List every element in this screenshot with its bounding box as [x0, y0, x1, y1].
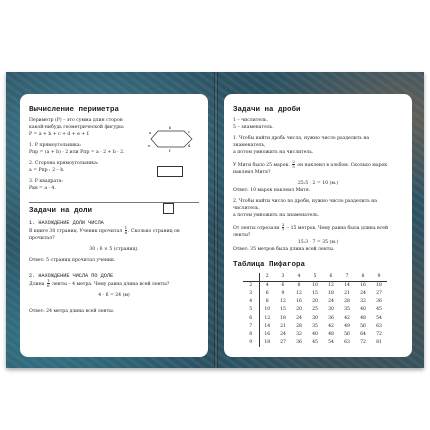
- left-page: [20, 94, 208, 357]
- pythagoras-cell: 32: [296, 331, 302, 337]
- pythagoras-cell: 45: [312, 340, 318, 346]
- pythagoras-cell: 25: [312, 307, 318, 313]
- pythagoras-cell: 40: [360, 307, 366, 313]
- pythagoras-cell: 72: [376, 331, 382, 337]
- pythagoras-cell: 27: [376, 290, 382, 296]
- fractions-q1-fraction: [292, 160, 295, 169]
- fractions-q1-text-b: он наклеил в альбом. Сколько марок: [297, 163, 388, 168]
- pythagoras-cell: 42: [328, 323, 334, 329]
- pythagoras-cell: 8: [243, 330, 259, 338]
- pythagoras-cell: 16: [264, 331, 271, 337]
- fractions-q1-line-2: а потом умножить на числитель.: [233, 150, 314, 155]
- pythagoras-cell: 18: [280, 315, 286, 321]
- perimeter-title: Вычисление периметра: [29, 106, 120, 114]
- svg-text:d: d: [188, 144, 191, 148]
- shares-s1-answer: Ответ: 5 страниц прочитал ученик.: [29, 258, 116, 263]
- pythagoras-cell: 48: [360, 315, 366, 321]
- pythagoras-cell: 4: [265, 283, 269, 289]
- pythagoras-cell: 12: [296, 290, 302, 296]
- pythagoras-row: [243, 281, 387, 289]
- fraction-denominator: 6: [46, 283, 50, 288]
- pythagoras-title: Таблица Пифагора: [233, 261, 306, 269]
- perimeter-formula: P = a + b + c + d + e + f.: [29, 132, 90, 137]
- shares-s1-text-b: . Сколько страниц он прочитал?: [29, 229, 180, 241]
- pythagoras-cell: 8: [265, 299, 269, 305]
- shares-s2-answer: Ответ: 24 метра длина всей ленты.: [29, 309, 115, 314]
- pythagoras-cell: 8: [297, 283, 301, 289]
- pythagoras-cell: 6: [265, 290, 269, 296]
- fraction-denominator: 5: [292, 164, 295, 169]
- fraction-denominator: 6: [124, 230, 128, 235]
- svg-text:e: e: [148, 144, 151, 148]
- pythagoras-cell: 5: [243, 306, 259, 314]
- pythagoras-cell: 14: [264, 323, 271, 329]
- pythagoras-row: [243, 330, 387, 338]
- pythagoras-cell: 21: [344, 290, 350, 296]
- shares-s1-text-a: В книге 30 страниц. Ученик прочитал: [29, 229, 123, 234]
- pythagoras-header-cell: 2: [259, 273, 275, 281]
- pythagoras-cell: 21: [280, 323, 286, 329]
- pythagoras-cell: 36: [376, 299, 382, 305]
- pythagoras-row: [243, 298, 387, 306]
- pythagoras-cell: 18: [264, 340, 271, 346]
- pythagoras-header-row: [243, 273, 387, 281]
- shares-s2-text-b: ленты – 4 метра. Чему равна длина всей ленты?: [52, 282, 170, 287]
- pythagoras-cell: 12: [264, 315, 271, 321]
- pythagoras-header-cell: [243, 273, 259, 281]
- perimeter-item-3: 3. P квадрата:: [29, 179, 63, 184]
- shares-s2-title: 2. НАХОЖДЕНИЕ ЧИСЛА ПО ДОЛЕ: [29, 273, 114, 279]
- fractions-q2-calc: 15:3 · 7 = 35 (м.): [297, 240, 339, 245]
- pythagoras-header-cell: 8: [355, 273, 371, 281]
- pythagoras-cell: 28: [296, 323, 302, 329]
- pythagoras-cell: 6: [281, 283, 285, 289]
- fractions-q2-text-a: От ленты отрезали: [233, 226, 280, 231]
- fractions-q2-answer: Ответ: 35 метров была длина всей ленты.: [233, 247, 335, 252]
- svg-text:a: a: [149, 131, 152, 135]
- pythagoras-cell: 24: [360, 290, 366, 296]
- fractions-q2-line-2: а потом умножить на знаменатель.: [233, 213, 320, 218]
- pythagoras-cell: 28: [344, 299, 350, 305]
- pythagoras-row: [243, 306, 387, 314]
- fractions-q1-line-3: [233, 160, 403, 169]
- pythagoras-cell: 9: [243, 339, 259, 347]
- svg-text:c: c: [188, 130, 190, 134]
- perimeter-item-1-formula: Pпр = (a + b) · 2 или Pпр = a · 2 + b · 2.: [29, 150, 125, 155]
- perimeter-item-2: 2. Сторона прямоугольника:: [29, 161, 99, 166]
- pythagoras-header-cell: 3: [275, 273, 291, 281]
- shares-s2-text-a: Длина: [29, 282, 45, 287]
- pythagoras-cell: 63: [344, 340, 350, 346]
- pythagoras-cell: 32: [360, 299, 366, 305]
- pythagoras-cell: 40: [312, 331, 318, 337]
- pythagoras-cell: 81: [376, 340, 382, 346]
- pythagoras-cell: 18: [328, 290, 334, 296]
- fraction-denominator: 7: [281, 227, 285, 232]
- fractions-denominator-label: 5 – знаменатель.: [233, 125, 274, 130]
- pythagoras-table: [243, 273, 387, 347]
- fractions-q1-line-4: наклеил Митя?: [233, 170, 271, 175]
- shares-s1-text: [29, 226, 199, 242]
- pythagoras-cell: 56: [360, 323, 366, 329]
- pythagoras-cell: 35: [312, 323, 318, 329]
- pythagoras-cell: 24: [296, 315, 302, 321]
- fractions-numerator-label: 1 – числитель.: [233, 118, 268, 123]
- pythagoras-cell: 49: [344, 323, 350, 329]
- square-figure: [163, 203, 174, 214]
- pythagoras-cell: 24: [328, 299, 334, 305]
- perimeter-text-1: Периметр (P) – это сумма длин сторон: [29, 118, 123, 123]
- pythagoras-cell: 9: [281, 290, 285, 296]
- pythagoras-cell: 6: [243, 314, 259, 322]
- pythagoras-cell: 42: [344, 315, 350, 321]
- fractions-q2-text-b: – 15 метров. Чему равна была длина всей ленты?: [233, 226, 389, 238]
- fraction-numerator: 3: [281, 222, 285, 227]
- fraction-numerator: 1: [124, 225, 128, 230]
- pythagoras-cell: 72: [360, 340, 366, 346]
- fractions-q2-line-3: [233, 223, 403, 239]
- pythagoras-cell: 54: [376, 315, 382, 321]
- pythagoras-cell: 36: [296, 340, 302, 346]
- fraction-numerator: 1: [46, 278, 50, 283]
- shares-s2-text: [29, 279, 199, 288]
- pythagoras-cell: 48: [328, 331, 334, 337]
- shares-s2-fraction: [47, 279, 50, 288]
- pythagoras-cell: 24: [280, 331, 286, 337]
- perimeter-item-1: 1. P прямоугольника:: [29, 143, 82, 148]
- book-cover: [6, 72, 424, 368]
- hexagon-figure: [148, 124, 196, 154]
- pythagoras-cell: 27: [280, 340, 286, 346]
- right-page: [224, 94, 412, 357]
- pythagoras-cell: 16: [360, 283, 366, 289]
- pythagoras-cell: 30: [312, 315, 318, 321]
- pythagoras-cell: 45: [376, 307, 382, 313]
- svg-text:f: f: [169, 149, 171, 153]
- pythagoras-header-cell: 5: [307, 273, 323, 281]
- fractions-q2-line-1: 2. Чтобы найти число по дроби, нужно число разделить на числитель,: [233, 199, 378, 211]
- fractions-q2-fraction: [282, 223, 285, 232]
- pythagoras-cell: 10: [264, 307, 271, 313]
- shares-s1-fraction: [125, 226, 128, 235]
- pythagoras-cell: 64: [360, 331, 366, 337]
- pythagoras-cell: 35: [344, 307, 350, 313]
- pythagoras-cell: 14: [344, 283, 350, 289]
- shares-s1-title: 1. НАХОЖДЕНИЕ ДОЛИ ЧИСЛА: [29, 220, 104, 226]
- svg-text:b: b: [169, 126, 172, 130]
- fractions-q1-text-a: У Мити было 25 марок.: [233, 163, 290, 168]
- pythagoras-cell: 3: [243, 289, 259, 297]
- pythagoras-cell: 18: [376, 283, 382, 289]
- book-spine: [214, 72, 218, 368]
- fraction-numerator: 2: [292, 159, 295, 164]
- pythagoras-header-cell: 7: [339, 273, 355, 281]
- shares-title: Задачи на доли: [29, 207, 93, 215]
- pythagoras-cell: 12: [328, 283, 334, 289]
- pythagoras-cell: 16: [296, 299, 302, 305]
- pythagoras-cell: 4: [243, 298, 259, 306]
- pythagoras-cell: 56: [344, 331, 350, 337]
- pythagoras-cell: 7: [243, 322, 259, 330]
- fractions-title: Задачи на дроби: [233, 106, 301, 114]
- pythagoras-cell: 20: [312, 299, 318, 305]
- fractions-q1-calc: 25:5 · 2 = 10 (м.): [297, 181, 339, 186]
- pythagoras-cell: 12: [280, 299, 286, 305]
- pythagoras-cell: 20: [296, 307, 302, 313]
- pythagoras-cell: 36: [328, 315, 334, 321]
- pythagoras-header-cell: 6: [323, 273, 339, 281]
- shares-s2-calc: 4 · 6 = 24 (м): [98, 293, 130, 298]
- pythagoras-cell: 30: [328, 307, 334, 313]
- pythagoras-header-cell: 4: [291, 273, 307, 281]
- pythagoras-header-cell: 9: [371, 273, 387, 281]
- pythagoras-cell: 54: [328, 340, 334, 346]
- fractions-q1-answer: Ответ: 10 марок наклеил Митя.: [233, 188, 311, 193]
- perimeter-text-2: какой-нибудь геометрической фигуры:: [29, 125, 125, 130]
- perimeter-item-3-formula: Pкв = a · 4.: [29, 186, 56, 191]
- shares-s1-calc: 30 : 6 × 5 (страниц).: [89, 247, 139, 252]
- pythagoras-row: [243, 314, 387, 322]
- pythagoras-cell: 15: [312, 290, 318, 296]
- pythagoras-cell: 15: [280, 307, 286, 313]
- rectangle-figure: [157, 166, 183, 177]
- pythagoras-row: [243, 339, 387, 347]
- pythagoras-row: [243, 322, 387, 330]
- pythagoras-cell: 63: [376, 323, 382, 329]
- perimeter-item-2-formula: a = Pпр : 2 – b.: [29, 168, 65, 173]
- pythagoras-cell: 2: [243, 281, 259, 289]
- fractions-q1-line-1: 1. Чтобы найти дробь числа, нужно число разделить на знаменатель,: [233, 136, 370, 148]
- pythagoras-cell: 10: [312, 283, 318, 289]
- pythagoras-row: [243, 289, 387, 297]
